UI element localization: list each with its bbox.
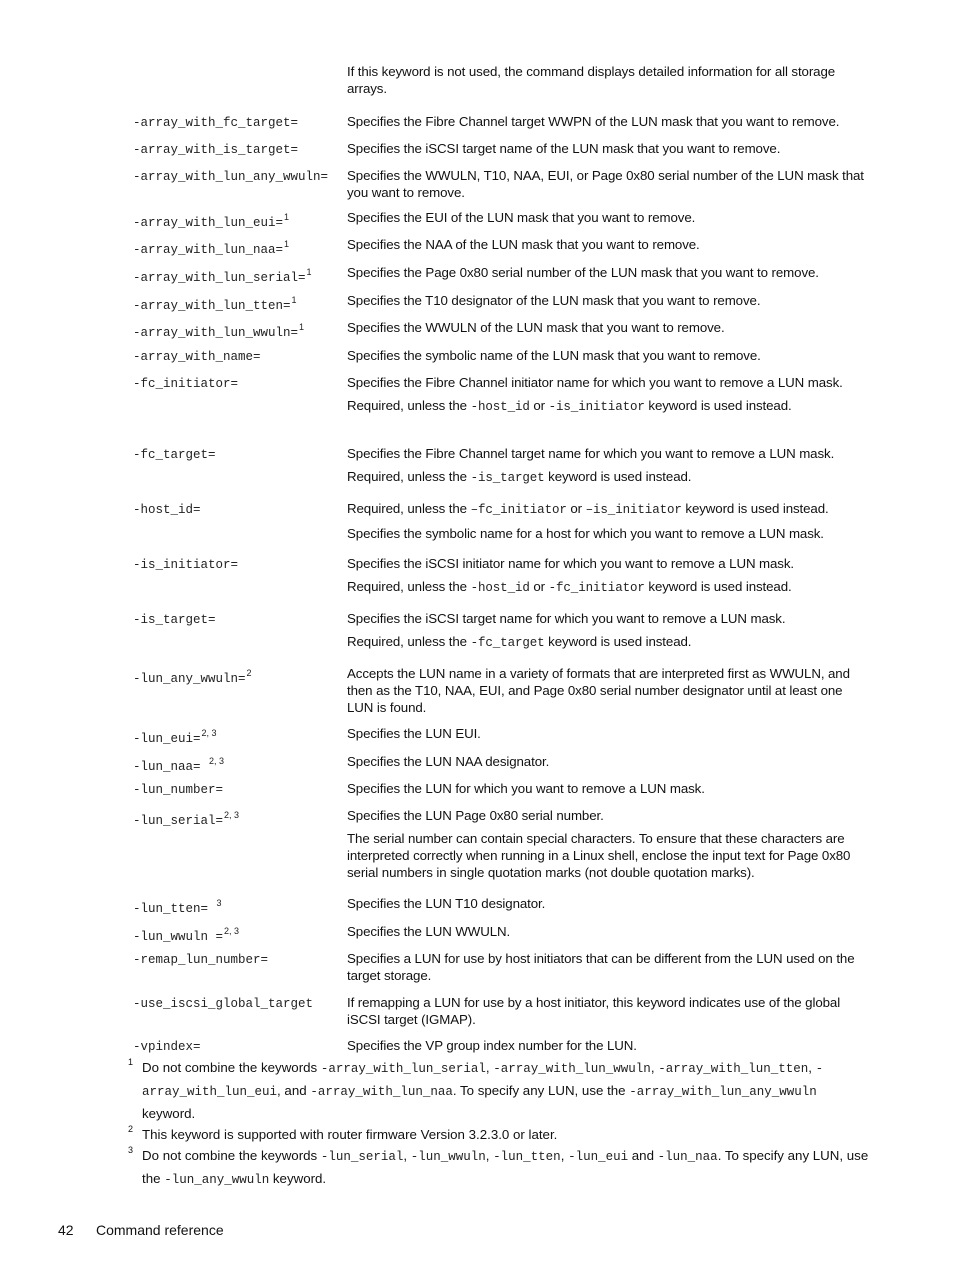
- keyword-text: -vpindex=: [133, 1040, 201, 1054]
- inline-code: -lun_tten: [493, 1150, 561, 1164]
- text-run: or: [529, 398, 549, 413]
- description-paragraph: Specifies the LUN for which you want to remove a LUN mask.: [347, 781, 705, 796]
- section-title: Command reference: [96, 1222, 224, 1238]
- keyword-text: -array_with_lun_wwuln=: [133, 326, 299, 340]
- keyword-description: [347, 140, 867, 163]
- keyword-description: [347, 665, 867, 722]
- footnote-number: 2: [128, 1124, 134, 1134]
- inline-code: -lun_eui: [568, 1150, 629, 1164]
- text-run: . To specify any LUN, use the: [142, 1148, 869, 1186]
- description-paragraph: Specifies the LUN NAA designator.: [347, 754, 550, 769]
- description-paragraph: Specifies the iSCSI target name of the LUN mask that you want to remove.: [347, 141, 781, 156]
- footnotes: [128, 1057, 873, 1191]
- text-run: keyword is used instead.: [681, 501, 829, 516]
- keyword-text: -is_initiator=: [133, 558, 239, 572]
- text-run: keyword is used instead.: [544, 469, 692, 484]
- text-run: Required, unless the: [347, 634, 471, 649]
- keyword-text: -use_iscsi_global_target: [133, 997, 314, 1011]
- keyword-name: [133, 728, 217, 746]
- description-paragraph: Specifies the VP group index number for the LUN.: [347, 1038, 637, 1053]
- inline-code: -array_with_lun_any_wwuln: [629, 1085, 817, 1099]
- description-paragraph: Specifies the iSCSI initiator name for which you want to remove a LUN mask.: [347, 556, 795, 571]
- keyword-description: [347, 725, 867, 748]
- description-paragraph: Specifies the LUN Page 0x80 serial number.: [347, 808, 604, 823]
- description-paragraph: Specifies the LUN WWULN.: [347, 924, 511, 939]
- keyword-description: [347, 292, 867, 315]
- keyword-text: -array_with_lun_serial=: [133, 271, 306, 285]
- footnote-ref: 2, 3: [224, 810, 240, 820]
- description-paragraph: Accepts the LUN name in a variety of formats that are interpreted first as WWULN, and then as the T10, NAA, EUI, and Page 0x80 serial number designator until at least one LUN is found.: [347, 666, 850, 715]
- keyword-description: [347, 555, 867, 603]
- description-paragraph: Specifies the symbolic name of the LUN mask that you want to remove.: [347, 348, 761, 363]
- text-run: Do not combine the keywords: [142, 1148, 321, 1163]
- footnote-ref: 2, 3: [201, 728, 217, 738]
- description-paragraph: [347, 578, 867, 597]
- keyword-description: [347, 167, 867, 207]
- description-paragraph: [347, 468, 867, 487]
- keyword-text: -fc_initiator=: [133, 377, 239, 391]
- keyword-text: -lun_tten=: [133, 902, 216, 916]
- inline-code: -is_initiator: [548, 400, 645, 414]
- text-run: , and: [277, 1083, 311, 1098]
- keyword-text: -lun_eui=: [133, 732, 201, 746]
- text-run: or: [529, 579, 549, 594]
- footnote-ref: 2, 3: [224, 926, 240, 936]
- text-run: Do not combine the keywords: [142, 1060, 321, 1075]
- page-footer: [58, 1222, 224, 1238]
- keyword-name: [133, 756, 224, 774]
- keyword-name: [133, 448, 216, 462]
- keyword-name: [133, 170, 328, 184]
- keyword-description: [347, 923, 867, 946]
- keyword-name: [133, 810, 239, 828]
- text-run: ,: [560, 1148, 569, 1163]
- text-run: Required, unless the: [347, 469, 471, 484]
- footnote-ref: 2, 3: [209, 756, 225, 766]
- keyword-text: -array_with_lun_tten=: [133, 299, 291, 313]
- description-paragraph: [347, 500, 867, 519]
- inline-code: -array_with_lun_tten: [658, 1062, 809, 1076]
- keyword-name: [133, 212, 289, 230]
- inline-code: –fc_initiator: [470, 503, 567, 517]
- keyword-text: -remap_lun_number=: [133, 953, 269, 967]
- inline-code: -fc_initiator: [548, 581, 645, 595]
- description-paragraph: Specifies the WWULN of the LUN mask that you want to remove.: [347, 320, 725, 335]
- keyword-text: -array_with_lun_naa=: [133, 243, 284, 257]
- keyword-text: -array_with_lun_eui=: [133, 216, 284, 230]
- keyword-description: [347, 753, 867, 776]
- description-paragraph: Specifies the WWULN, T10, NAA, EUI, or Page 0x80 serial number of the LUN mask that you want to remove.: [347, 168, 864, 200]
- text-run: keyword.: [269, 1171, 327, 1186]
- keyword-name: [133, 953, 268, 967]
- page-number: 42: [58, 1222, 74, 1238]
- keyword-text: -array_with_name=: [133, 350, 261, 364]
- footnote-ref: 1: [284, 212, 290, 222]
- description-paragraph: Specifies the Page 0x80 serial number of the LUN mask that you want to remove.: [347, 265, 819, 280]
- keyword-name: [133, 350, 261, 364]
- text-run: and: [628, 1148, 658, 1163]
- text-run: ,: [485, 1148, 494, 1163]
- description-paragraph: If remapping a LUN for use by a host initiator, this keyword indicates use of the global iSCSI target (IGMAP).: [347, 995, 841, 1027]
- keyword-name: [133, 116, 298, 130]
- description-paragraph: Specifies the Fibre Channel target WWPN of the LUN mask that you want to remove.: [347, 114, 840, 129]
- inline-code: -host_id: [470, 400, 530, 414]
- description-paragraph: Specifies the symbolic name for a host for which you want to remove a LUN mask.: [347, 526, 824, 541]
- inline-code: -host_id: [470, 581, 530, 595]
- description-paragraph: Specifies the EUI of the LUN mask that you want to remove.: [347, 210, 696, 225]
- inline-code: -array_with_lun_eui: [142, 1062, 824, 1099]
- footnote-ref: 1: [284, 239, 290, 249]
- keyword-name: [133, 613, 216, 627]
- text-run: keyword is used instead.: [644, 398, 792, 413]
- text-run: This keyword is supported with router firmware Version 3.2.3.0 or later.: [142, 1127, 558, 1142]
- keyword-name: [133, 926, 239, 944]
- keyword-name: [133, 997, 313, 1011]
- footnote-ref: 1: [299, 322, 305, 332]
- text-run: Required, unless the: [347, 579, 471, 594]
- text-run: Required, unless the: [347, 398, 471, 413]
- description-paragraph: Specifies the iSCSI target name for which you want to remove a LUN mask.: [347, 611, 786, 626]
- inline-code: -is_target: [470, 471, 545, 485]
- keyword-name: [133, 558, 238, 572]
- keyword-description: [347, 209, 867, 232]
- inline-code: -array_with_lun_serial: [320, 1062, 486, 1076]
- description-paragraph: The serial number can contain special characters. To ensure that these characters are interpreted correctly when running in a Linux shell, enclose the input text for Page 0x80 serial numbers in single quotation marks (not double quotation marks).: [347, 831, 851, 880]
- keyword-description: [347, 319, 867, 342]
- text-run: Required, unless the: [347, 501, 471, 516]
- keyword-name: [133, 1040, 201, 1054]
- footnote-ref: 2: [246, 668, 252, 678]
- keyword-name: [133, 668, 252, 686]
- keyword-name: [133, 322, 304, 340]
- description-paragraph: Specifies the LUN EUI.: [347, 726, 481, 741]
- keyword-text: -array_with_fc_target=: [133, 116, 299, 130]
- keyword-description: [347, 264, 867, 287]
- keyword-description: [347, 807, 867, 887]
- keyword-text: -host_id=: [133, 503, 201, 517]
- keyword-text: -array_with_lun_any_wwuln=: [133, 170, 329, 184]
- inline-code: -fc_target: [470, 636, 545, 650]
- keyword-text: -lun_wwuln =: [133, 930, 224, 944]
- keyword-description: [347, 445, 867, 493]
- intro-text: If this keyword is not used, the command displays detailed information for all storage arrays.: [347, 64, 836, 96]
- keyword-description: [347, 347, 867, 370]
- footnote-number: 1: [128, 1057, 134, 1067]
- keyword-text: -lun_number=: [133, 783, 224, 797]
- inline-code: -lun_serial: [320, 1150, 404, 1164]
- keyword-description: [347, 780, 867, 803]
- keyword-text: -lun_naa=: [133, 760, 209, 774]
- keyword-name: [133, 239, 289, 257]
- inline-code: -lun_any_wwuln: [164, 1173, 270, 1187]
- keyword-name: [133, 295, 297, 313]
- keyword-name: [133, 143, 298, 157]
- inline-code: -lun_wwuln: [410, 1150, 486, 1164]
- text-run: or: [566, 501, 586, 516]
- footnote-ref: 1: [291, 295, 297, 305]
- footnote: [128, 1145, 873, 1191]
- description-paragraph: Specifies the NAA of the LUN mask that you want to remove.: [347, 237, 700, 252]
- keyword-name: [133, 377, 238, 391]
- description-paragraph: [347, 633, 867, 652]
- description-paragraph: Specifies the Fibre Channel target name for which you want to remove a LUN mask.: [347, 446, 835, 461]
- footnote-number: 3: [128, 1145, 134, 1155]
- text-run: ,: [485, 1060, 494, 1075]
- inline-code: -lun_naa: [657, 1150, 718, 1164]
- footnote: [128, 1057, 873, 1124]
- keyword-name: [133, 898, 222, 916]
- text-run: ,: [403, 1148, 411, 1163]
- keyword-description: [347, 236, 867, 259]
- description-paragraph: Specifies the Fibre Channel initiator name for which you want to remove a LUN mask.: [347, 375, 843, 390]
- keyword-name: [133, 503, 201, 517]
- footnote-ref: 1: [306, 267, 312, 277]
- keyword-text: -is_target=: [133, 613, 216, 627]
- keyword-text: -lun_serial=: [133, 814, 224, 828]
- text-run: . To specify any LUN, use the: [452, 1083, 630, 1098]
- keyword-description: [347, 895, 867, 918]
- description-paragraph: Specifies a LUN for use by host initiators that can be different from the LUN used on the target storage.: [347, 951, 855, 983]
- text-run: keyword.: [142, 1106, 196, 1121]
- text-run: keyword is used instead.: [644, 579, 792, 594]
- description-paragraph: Specifies the T10 designator of the LUN mask that you want to remove.: [347, 293, 761, 308]
- keyword-name: [133, 783, 223, 797]
- keyword-description: [347, 950, 867, 990]
- keyword-description: [347, 113, 867, 136]
- description-paragraph: Specifies the LUN T10 designator.: [347, 896, 546, 911]
- footnote-ref: 3: [216, 898, 222, 908]
- keyword-text: -array_with_is_target=: [133, 143, 299, 157]
- keyword-description: [347, 374, 867, 422]
- footnote: [128, 1124, 873, 1145]
- text-run: ,: [808, 1060, 816, 1075]
- keyword-description: [347, 610, 867, 658]
- text-run: keyword is used instead.: [544, 634, 692, 649]
- keyword-description: [347, 994, 867, 1034]
- keyword-text: -lun_any_wwuln=: [133, 672, 246, 686]
- text-run: ,: [650, 1060, 659, 1075]
- inline-code: -array_with_lun_naa: [310, 1085, 453, 1099]
- inline-code: –is_initiator: [585, 503, 682, 517]
- description-paragraph: [347, 397, 867, 416]
- keyword-description: [347, 500, 867, 548]
- keyword-text: -fc_target=: [133, 448, 216, 462]
- inline-code: -array_with_lun_wwuln: [493, 1062, 651, 1076]
- keyword-name: [133, 267, 312, 285]
